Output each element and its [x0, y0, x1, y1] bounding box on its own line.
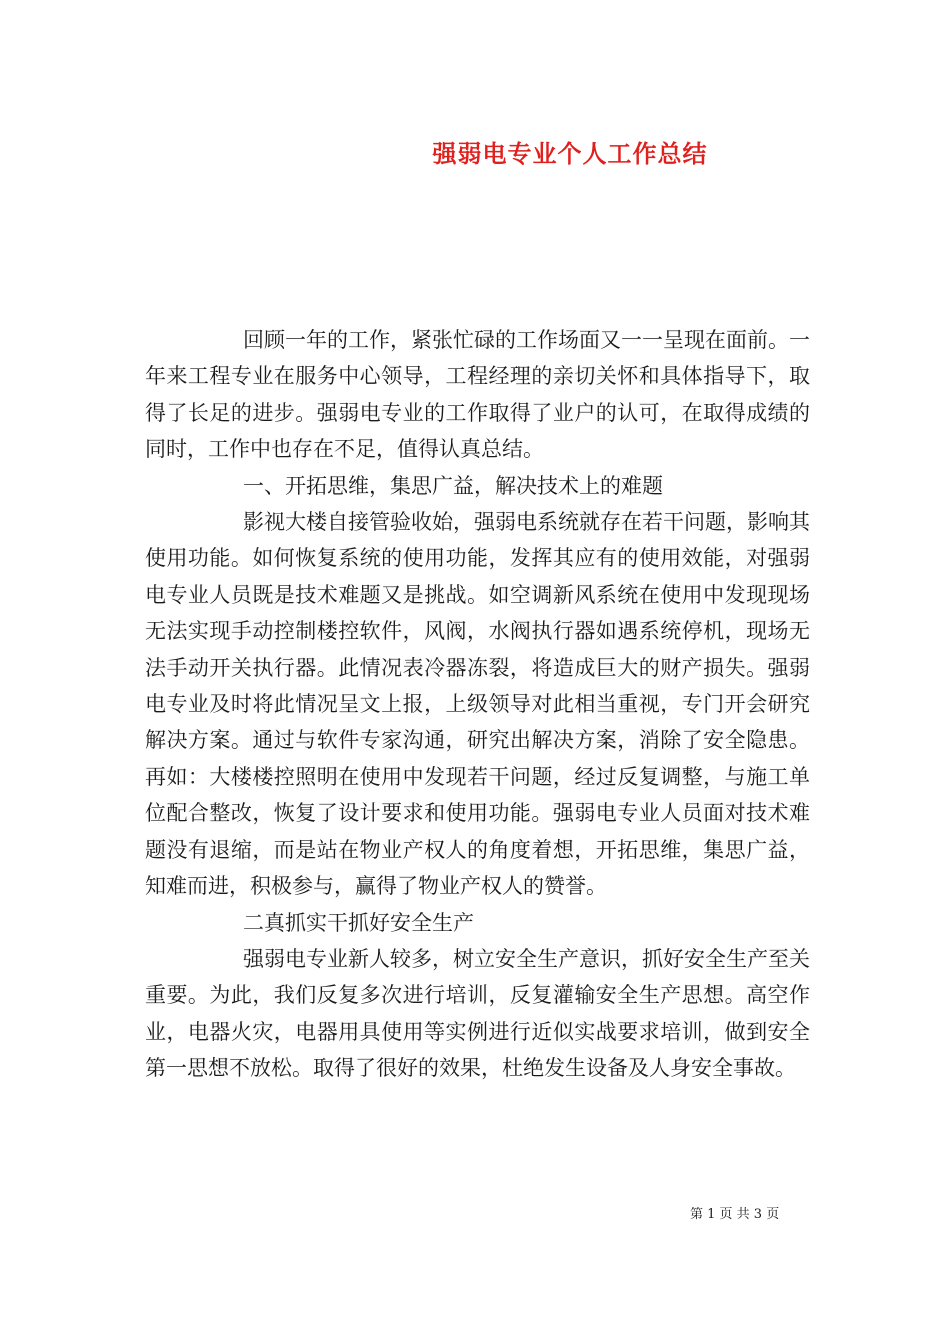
section-heading-2: 二真抓实干抓好安全生产	[243, 910, 474, 935]
paragraph-section-1: 影视大楼自接管验收始，强弱电系统就存在若干问题，影响其使用功能。如何恢复系统的使用功能，发挥其应有的使用效能，对强弱电专业人员既是技术难题又是挑战。如空调新风系统在使用中发现现场无法实现手动控制楼控软件，风阀，水阀执行器如遇系统停机，现场无法手动开关执行器。此情况表冷器冻裂，将造成巨大的财产损失。强弱电专业及时将此情况呈文上报，上级领导对此相当重视，专门开会研究解决方案。通过与软件专家沟通，研究出解决方案，消除了安全隐患。再如：大楼楼控照明在使用中发现若干问题，经过反复调整，与施工单位配合整改，恢复了设计要求和使用功能。强弱电专业人员面对技术难题没有退缩，而是站在物业产权人的角度着想，开拓思维，集思广益，知难而进，积极参与，赢得了物业产权人的赞誉。	[145, 510, 810, 899]
document-title: 强弱电专业个人工作总结	[432, 139, 708, 168]
paragraph-intro: 回顾一年的工作，紧张忙碌的工作场面又一一呈现在面前。一年来工程专业在服务中心领导，工程经理的亲切关怀和具体指导下，取得了长足的进步。强弱电专业的工作取得了业户的认可，在取得成绩的同时，工作中也存在不足，值得认真总结。	[145, 328, 810, 462]
section-heading-1: 一、开拓思维，集思广益，解决技术上的难题	[243, 473, 663, 498]
page-number-footer: 第 1 页 共 3 页	[690, 1207, 780, 1222]
document-body	[145, 322, 810, 1087]
paragraph-section-2: 强弱电专业新人较多，树立安全生产意识，抓好安全生产至关重要。为此，我们反复多次进行培训，反复灌输安全生产思想。高空作业，电器火灾，电器用具使用等实例进行近似实战要求培训，做到安全第一思想不放松。取得了很好的效果，杜绝发生设备及人身安全事故。	[145, 946, 810, 1081]
